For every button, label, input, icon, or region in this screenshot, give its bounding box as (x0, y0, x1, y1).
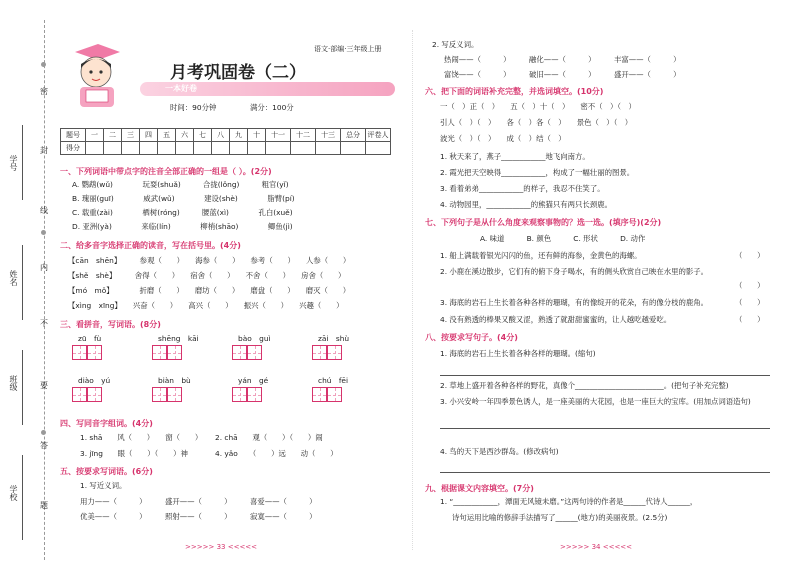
write-box[interactable] (167, 387, 182, 402)
write-box[interactable] (232, 345, 247, 360)
write-box[interactable] (312, 345, 327, 360)
s7-item-1: 1. 船上满载着银光闪闪的鱼，还有鲜的海参，金黄色的海螺。 (440, 251, 642, 260)
score-total-label: 满分：100分 (250, 103, 294, 112)
score-cell[interactable] (176, 142, 194, 155)
binding-xian: 线 (40, 206, 48, 215)
score-row-label: 得分 (61, 142, 86, 155)
write-box[interactable] (72, 345, 87, 360)
score-cell[interactable] (266, 142, 291, 155)
section-2-title: 二、给多音字选择正确的读音，写在括号里。(4分) (60, 241, 241, 250)
r5-row-2: 富饶——（ ） 破旧——（ ） 盛开——（ ） (444, 70, 681, 79)
write-box[interactable] (312, 387, 327, 402)
s7-item-3: 3. 海底的岩石上生长着各种各样的珊瑚，有的像绽开的花朵，有的像分枝的鹿角。 (440, 298, 709, 307)
s5-row-1: 用力——（ ） 盛开——（ ） 喜爱——（ ） (80, 497, 317, 506)
answer-line[interactable] (440, 472, 770, 473)
s2-row-2: 【shě shè】 舍得（ ） 宿舍（ ） 不舍（ ） 房舍（ ） (68, 271, 346, 280)
s8-item-3: 3. 小兴安岭一年四季景色诱人，是一座美丽的大花园，也是一座巨大的宝库。(用加点词语造句) (440, 397, 751, 406)
s2-row-1: 【cān shēn】 参观（ ） 海参（ ） 参考（ ） 人参（ ） (68, 256, 351, 265)
s4-item-4: 4. yǎo （ ）远 动（ ） (215, 449, 338, 458)
section-7-title: 七、下列句子是从什么角度来观察事物的？选一选。(填序号)(2分) (425, 218, 662, 227)
s8-item-4: 4. 鸟的天下是西沙群岛。(修改病句) (440, 447, 559, 456)
school-label: 学校 (9, 485, 18, 501)
write-box[interactable] (247, 387, 262, 402)
s4-item-2: 2. chā 观（ ）（ ）闹 (215, 433, 323, 442)
write-box[interactable] (247, 345, 262, 360)
s6-row-2: 引人（ ）（ ） 各（ ）各（ ） 景色（ ）（ ） (440, 118, 633, 127)
write-box[interactable] (327, 387, 342, 402)
header-right-label: 语文·部编·三年级上册 (314, 45, 382, 53)
s6-item-3: 3. 看着弟弟____________的样子，我忍不住笑了。 (440, 184, 605, 193)
binding-yao: 要 (40, 381, 48, 390)
score-cell[interactable] (341, 142, 366, 155)
r5-row-1: 热闹——（ ） 融化——（ ） 丰富——（ ） (444, 55, 681, 64)
s7-answer-2[interactable]: （ ） (735, 281, 765, 290)
score-cell[interactable] (230, 142, 248, 155)
pinyin-6: biàn bù (158, 376, 191, 385)
binding-dot-bot (41, 430, 46, 435)
write-box[interactable] (152, 387, 167, 402)
page-number-left: >>>>> 33 <<<<< (185, 543, 258, 551)
pinyin-grid (72, 334, 392, 412)
s7-answer-4[interactable]: （ ） (735, 315, 765, 324)
score-cell[interactable] (158, 142, 176, 155)
s8-item-2: 2. 草地上盛开着各种各样的野花，真像个________________________。(把句子补充完整) (440, 381, 729, 390)
score-table-header-cell: 十 (248, 129, 266, 142)
s7-options: A. 味道 B. 颜色 C. 形状 D. 动作 (480, 234, 646, 243)
student-id-label: 学号 (9, 155, 18, 171)
s7-answer-1[interactable]: （ ） (735, 251, 765, 260)
score-table-header-cell: 六 (176, 129, 194, 142)
s6-item-2: 2. 霞光把天空映得____________，构成了一幅壮丽的图景。 (440, 168, 635, 177)
score-cell[interactable] (248, 142, 266, 155)
class-label: 班级 (9, 375, 18, 391)
answer-line[interactable] (440, 428, 770, 429)
binding-mi: 密 (40, 87, 48, 96)
write-box[interactable] (167, 345, 182, 360)
score-cell[interactable] (140, 142, 158, 155)
pinyin-5: diào yú (78, 376, 111, 385)
name-label: 姓名 (9, 270, 18, 286)
score-table-header-cell: 题号 (61, 129, 86, 142)
score-cell[interactable] (122, 142, 140, 155)
binding-da: 答 (40, 441, 48, 450)
s4-item-1: 1. shā 风（ ） 窗（ ） (80, 433, 203, 442)
s7-item-4: 4. 没有熟透的棒果又酸又涩，熟透了就甜甜蜜蜜的，让人越吃越爱吃。 (440, 315, 672, 324)
pinyin-2: shēng kāi (158, 334, 199, 343)
s5-sub: 1. 写近义词。 (80, 481, 127, 490)
score-cell[interactable] (291, 142, 316, 155)
mascot-illustration (60, 40, 130, 110)
score-table-header-cell: 七 (194, 129, 212, 142)
binding-line (44, 20, 45, 560)
section-6-title: 六、把下面的词语补充完整，并选词填空。(10分) (425, 87, 604, 96)
write-box[interactable] (87, 387, 102, 402)
s8-item-1: 1. 海底的岩石上生长着各种各样的珊瑚。(缩句) (440, 349, 596, 358)
pinyin-4: zāi shù (318, 334, 350, 343)
binding-nei: 内 (40, 263, 48, 272)
s9-line-1: 1. “____________，潭面无风镜未磨。”这两句诗的作者是______代诗人______， (440, 497, 698, 506)
binding-dot-mid (41, 230, 46, 235)
s9-line-2: 诗句运用比喻的修辞手法描写了______(地方)的美丽夜景。(2.5分) (452, 513, 668, 522)
section-1-title: 一、下列词语中带点字的注音全部正确的一组是（ ）。(2分) (60, 167, 272, 176)
score-cell[interactable] (316, 142, 341, 155)
pinyin-7: yán gé (238, 376, 269, 385)
section-3-title: 三、看拼音，写词语。(8分) (60, 320, 161, 329)
time-label: 时间：90分钟 (170, 103, 217, 112)
s1-option-d: D. 亚洲(yà) 来临(lín) 柳梢(shāo) 鲫鱼(jì) (72, 222, 293, 231)
page-title: 月考巩固卷（二） (170, 63, 306, 83)
answer-line[interactable] (440, 375, 770, 376)
pinyin-1: zū fù (78, 334, 102, 343)
s6-row-1: 一（ ）正（ ） 五（ ）十（ ） 密不（ ）（ ） (440, 102, 636, 111)
page-number-right: >>>>> 34 <<<<< (560, 543, 633, 551)
score-table-header-cell: 三 (122, 129, 140, 142)
binding-feng: 封 (40, 146, 48, 155)
page-divider (412, 30, 413, 550)
score-table-header-cell: 十一 (266, 129, 291, 142)
write-box[interactable] (232, 387, 247, 402)
score-table-header-cell: 二 (104, 129, 122, 142)
write-box[interactable] (72, 387, 87, 402)
s6-item-1: 1. 秋天来了，燕子____________地飞向南方。 (440, 152, 590, 161)
r5-sub: 2. 写反义词。 (432, 40, 479, 49)
score-table-header-cell: 总分 (341, 129, 366, 142)
score-cell[interactable] (86, 142, 104, 155)
score-cell[interactable] (366, 142, 391, 155)
binding-ti: 题 (40, 501, 48, 510)
score-table-header-cell: 评卷人 (366, 129, 391, 142)
school-line (22, 455, 23, 540)
s1-option-b: B. 瑰丽(guī) 威武(wǔ) 建设(shè) 脂臂(pí) (72, 194, 295, 203)
write-box[interactable] (152, 345, 167, 360)
score-table-header-cell: 十二 (291, 129, 316, 142)
score-table-header-cell: 八 (212, 129, 230, 142)
section-5-title: 五、按要求写词语。(6分) (60, 467, 153, 476)
score-cell[interactable] (104, 142, 122, 155)
s6-row-3: 波光（ ）（ ） 成（ ）结（ ） (440, 134, 566, 143)
section-9-title: 九、根据课文内容填空。(7分) (425, 484, 534, 493)
subtitle-badge: 一本好卷 (165, 84, 197, 93)
s6-item-4: 4. 动物园里，____________的熊猫只有两只长颈鹿。 (440, 200, 612, 209)
s7-answer-3[interactable]: （ ） (735, 298, 765, 307)
score-table (60, 128, 391, 155)
pinyin-3: bào guì (238, 334, 271, 343)
binding-bu: 不 (40, 319, 48, 328)
score-table-header-cell: 一 (86, 129, 104, 142)
write-box[interactable] (87, 345, 102, 360)
section-8-title: 八、按要求写句子。(4分) (425, 333, 518, 342)
score-table-header-cell: 九 (230, 129, 248, 142)
score-cell[interactable] (212, 142, 230, 155)
s2-row-3: 【mó mǒ】 折磨（ ） 磨坊（ ） 磨盘（ ） 磨灭（ ） (68, 286, 351, 295)
name-line (22, 245, 23, 320)
s7-item-2: 2. 小鹿在溪边散步，它们有的俯下身子喝水，有的侧头欣赏自己映在水里的影子。 (440, 267, 709, 276)
pinyin-8: chú fēi (318, 376, 349, 385)
write-box[interactable] (327, 345, 342, 360)
s4-item-3: 3. jīng 眼（ ）（ ）神 (80, 449, 188, 458)
class-line (22, 350, 23, 425)
s1-option-a: A. 鹦鹉(wǔ) 玩耍(shuǎ) 合拢(lǒng) 粗官(yǐ) (72, 180, 289, 189)
score-table-header-cell: 五 (158, 129, 176, 142)
student-id-line (22, 125, 23, 200)
binding-dot-top (41, 62, 46, 67)
s5-row-2: 优美——（ ） 照射——（ ） 寂寞——（ ） (80, 512, 317, 521)
s2-row-4: 【xìng xīng】 兴奋（ ） 高兴（ ） 振兴（ ） 兴趣（ ） (68, 301, 344, 310)
binding-margin (0, 0, 52, 579)
score-cell[interactable] (194, 142, 212, 155)
section-4-title: 四、写同音字组词。(4分) (60, 419, 153, 428)
score-table-header-cell: 十三 (316, 129, 341, 142)
s1-option-c: C. 载重(zài) 栖树(róng) 腰蓝(xì) 孔白(xuě) (72, 208, 293, 217)
score-table-header-cell: 四 (140, 129, 158, 142)
